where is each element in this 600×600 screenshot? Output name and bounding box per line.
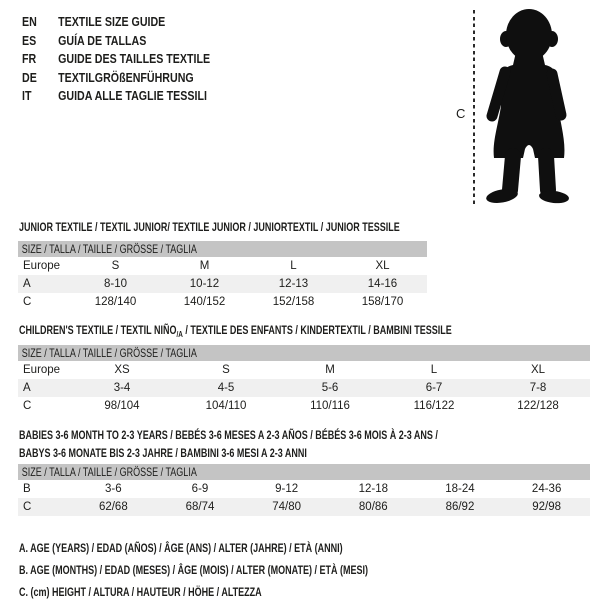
- table-cell: 116/122: [413, 400, 455, 412]
- size-header-bar: [18, 345, 590, 361]
- table-cell: 9-12: [275, 483, 299, 495]
- children-title-pre: CHILDREN'S TEXTILE / TEXTIL NIÑO: [19, 323, 177, 337]
- table-cell: 92/98: [532, 501, 562, 513]
- table-cell: 6-7: [425, 382, 443, 394]
- table-cell: L: [430, 364, 438, 376]
- children-table-title: [19, 321, 596, 340]
- size-header-label: SIZE / TALLA / TAILLE / GRÖSSE / TAGLIA: [21, 346, 197, 360]
- language-row-de: [22, 69, 210, 88]
- table-row: [18, 257, 427, 275]
- table-row: [18, 293, 427, 311]
- table-cell: 8-10: [103, 278, 128, 290]
- size-header-bar: [18, 241, 427, 257]
- table-cell: 86/92: [445, 501, 475, 513]
- table-cell: 122/128: [517, 400, 559, 412]
- size-header-bar: [18, 464, 590, 480]
- table-cell: 128/140: [94, 296, 137, 308]
- children-title-subscript: /A: [176, 328, 183, 339]
- language-code: IT: [22, 88, 32, 104]
- table-cell: 68/74: [185, 501, 215, 513]
- row-label: A: [23, 278, 31, 290]
- table-row: [18, 498, 590, 516]
- language-row-es: [22, 32, 210, 51]
- size-header-label: SIZE / TALLA / TAILLE / GRÖSSE / TAGLIA: [21, 242, 197, 256]
- language-title: GUIDE DES TAILLES TEXTILE: [58, 51, 211, 67]
- language-row-fr: [22, 50, 210, 69]
- note-line-b: B. AGE (MONTHS) / EDAD (MESES) / ÂGE (MOIS) / ALTER (MONATE) / ETÀ (MESI): [19, 563, 368, 577]
- table-cell: 7-8: [529, 382, 547, 394]
- language-title: GUIDA ALLE TAGLIE TESSILI: [58, 88, 207, 104]
- table-cell: 14-16: [367, 278, 398, 290]
- table-cell: 12-18: [358, 483, 388, 495]
- junior-table-title: JUNIOR TEXTILE / TEXTIL JUNIOR/ TEXTILE JUNIOR / JUNIORTEXTIL / JUNIOR TESSILE: [19, 220, 400, 234]
- table-cell: 140/152: [183, 296, 226, 308]
- language-title: TEXTILGRÖßENFÜHRUNG: [58, 69, 194, 85]
- table-cell: 5-6: [321, 382, 339, 394]
- row-label: C: [23, 501, 32, 513]
- height-measure-label: C: [456, 106, 466, 121]
- table-cell: 3-4: [113, 382, 131, 394]
- table-cell: 24-36: [531, 483, 562, 495]
- row-label: Europe: [23, 260, 61, 272]
- table-cell: S: [222, 364, 230, 376]
- babies-size-table: [18, 464, 590, 516]
- table-row: [18, 379, 590, 397]
- children-title-post: / TEXTILE DES ENFANTS / KINDERTEXTIL / BAMBINI TESSILE: [182, 323, 452, 337]
- language-code: EN: [22, 14, 37, 29]
- table-cell: 62/68: [98, 501, 128, 513]
- table-cell: M: [325, 364, 335, 376]
- table-cell: 12-13: [278, 278, 309, 290]
- language-code: ES: [22, 32, 37, 48]
- table-cell: L: [290, 260, 297, 272]
- babies-title-line2: BABYS 3-6 MONATE BIS 2-3 JAHRE / BAMBINI 3-6 MESI A 2-3 ANNI: [19, 446, 307, 460]
- table-cell: 152/158: [272, 296, 315, 308]
- language-row-en: [22, 13, 210, 32]
- table-cell: S: [111, 260, 120, 272]
- table-row: [18, 275, 427, 293]
- table-cell: 110/116: [310, 400, 350, 412]
- row-label: A: [23, 382, 31, 394]
- table-cell: 80/86: [358, 501, 388, 513]
- language-code: FR: [22, 51, 37, 67]
- note-line-a: A. AGE (YEARS) / EDAD (AÑOS) / ÂGE (ANS) / ALTER (JAHRE) / ETÀ (ANNI): [19, 541, 343, 555]
- height-measure-dotted-line: [473, 10, 475, 207]
- baby-silhouette-icon: [485, 8, 580, 208]
- size-header-label: SIZE / TALLA / TAILLE / GRÖSSE / TAGLIA: [21, 465, 197, 479]
- row-label: B: [23, 483, 31, 495]
- language-title: GUÍA DE TALLAS: [58, 32, 147, 48]
- table-row: [18, 397, 590, 415]
- table-cell: 6-9: [191, 483, 209, 495]
- table-cell: 3-6: [105, 483, 122, 495]
- table-row: [18, 361, 590, 379]
- table-cell: 4-5: [217, 382, 235, 394]
- table-cell: XL: [530, 364, 546, 376]
- table-cell: 10-12: [189, 278, 220, 290]
- junior-size-table: [18, 241, 427, 311]
- table-cell: 74/80: [272, 501, 302, 513]
- language-code: DE: [22, 69, 37, 85]
- language-title-list: [22, 13, 251, 106]
- row-label: C: [23, 296, 32, 308]
- row-label: C: [23, 400, 32, 412]
- table-row: [18, 480, 590, 498]
- table-cell: 18-24: [445, 483, 475, 495]
- table-cell: M: [199, 260, 210, 272]
- language-row-it: [22, 87, 210, 106]
- table-cell: 158/170: [361, 296, 404, 308]
- table-cell: XS: [114, 364, 130, 376]
- legend-notes: [19, 537, 484, 600]
- babies-table-title: [19, 426, 578, 462]
- children-size-table: [18, 345, 590, 415]
- table-cell: 98/104: [104, 400, 140, 412]
- babies-title-line1: BABIES 3-6 MONTH TO 2-3 YEARS / BEBÉS 3-6 MESES A 2-3 AÑOS / BÉBÉS 3-6 MOIS À 2-3 ANS /: [19, 428, 438, 442]
- note-line-c: C. (cm) HEIGHT / ALTURA / HAUTEUR / HÖHE / ALTEZZA: [19, 585, 262, 599]
- language-title: TEXTILE SIZE GUIDE: [58, 14, 166, 29]
- table-cell: 104/110: [205, 400, 247, 412]
- table-cell: XL: [375, 260, 390, 272]
- row-label: Europe: [23, 364, 61, 376]
